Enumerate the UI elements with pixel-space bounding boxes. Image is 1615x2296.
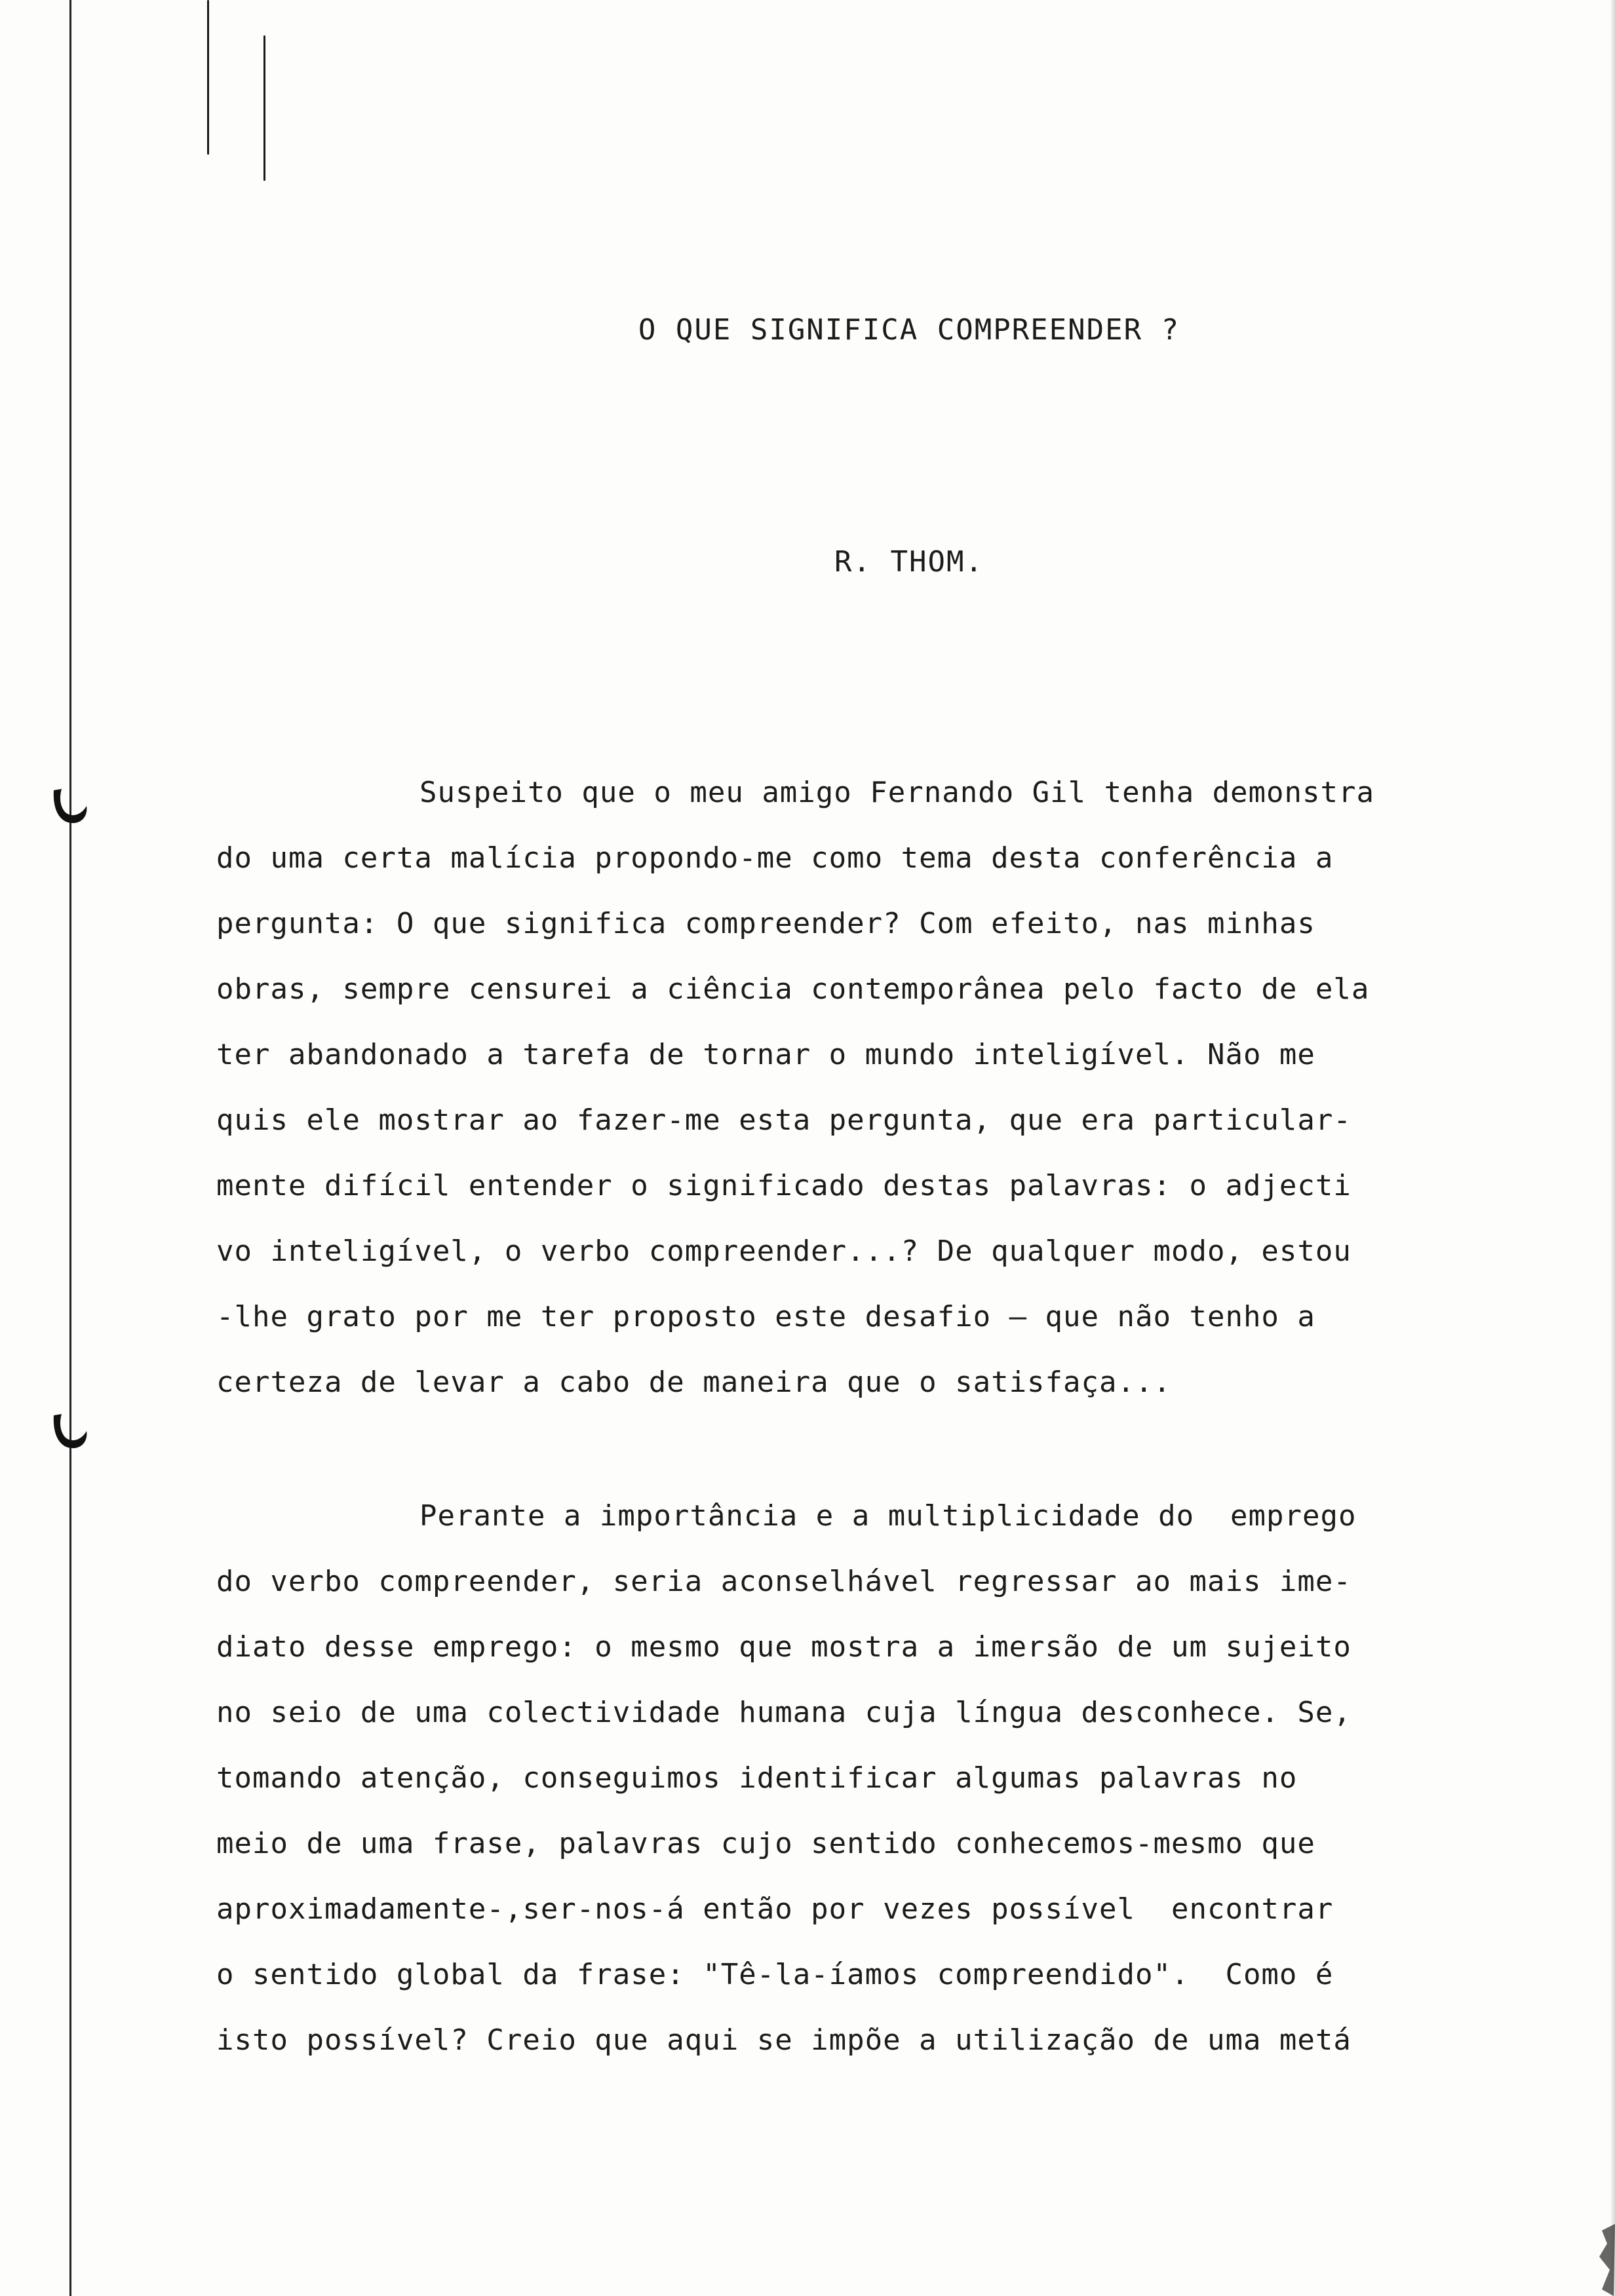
- page-title: O QUE SIGNIFICA COMPREENDER ?: [638, 313, 1180, 347]
- text-line: diato desse emprego: o mesmo que mostra a imersão de um sujeito: [216, 1630, 1352, 1664]
- corner-smudge-mark: [1576, 2224, 1615, 2296]
- text-line: -lhe grato por me ter proposto este desafio — que não tenho a: [216, 1300, 1315, 1333]
- paragraph-1: [216, 760, 1521, 1415]
- punch-hole-icon: [49, 786, 90, 828]
- text-line: do uma certa malícia propondo-me como tema desta conferência a: [216, 841, 1334, 875]
- text-line: o sentido global da frase: "Tê-la-íamos compreendido". Como é: [216, 1958, 1334, 1991]
- text-line: Suspeito que o meu amigo Fernando Gil tenha demonstra: [419, 776, 1374, 809]
- paragraph-2: [216, 1483, 1521, 2073]
- text-line: do verbo compreender, seria aconselhável regressar ao mais ime-: [216, 1565, 1352, 1598]
- text-line: quis ele mostrar ao fazer-me esta pergunta, que era particular-: [216, 1103, 1352, 1137]
- text-line: obras, sempre censurei a ciência contemporânea pelo facto de ela: [216, 972, 1370, 1006]
- text-line: ter abandonado a tarefa de tornar o mundo inteligível. Não me: [216, 1038, 1315, 1071]
- text-line: meio de uma frase, palavras cujo sentido conhecemos-mesmo que: [216, 1827, 1315, 1860]
- text-line: Perante a importância e a multiplicidade do emprego: [419, 1499, 1357, 1533]
- text-line: mente difícil entender o significado destas palavras: o adjecti: [216, 1169, 1352, 1202]
- text-line: isto possível? Creio que aqui se impõe a utilização de uma metá: [216, 2023, 1352, 2057]
- pen-stroke-mark: [207, 0, 209, 155]
- text-line: pergunta: O que significa compreender? Com efeito, nas minhas: [216, 907, 1315, 940]
- pen-stroke-mark: [263, 35, 265, 181]
- text-line: vo inteligível, o verbo compreender...? De qualquer modo, estou: [216, 1234, 1352, 1268]
- text-line: certeza de levar a cabo de maneira que o satisfaça...: [216, 1366, 1171, 1399]
- punch-hole-icon: [49, 1411, 90, 1453]
- text-line: no seio de uma colectividade humana cuja língua desconhece. Se,: [216, 1696, 1352, 1729]
- author-name: R. THOM.: [834, 545, 984, 579]
- text-line: tomando atenção, conseguimos identificar algumas palavras no: [216, 1761, 1298, 1795]
- text-line: aproximadamente-,ser-nos-á então por vezes possível encontrar: [216, 1892, 1334, 1926]
